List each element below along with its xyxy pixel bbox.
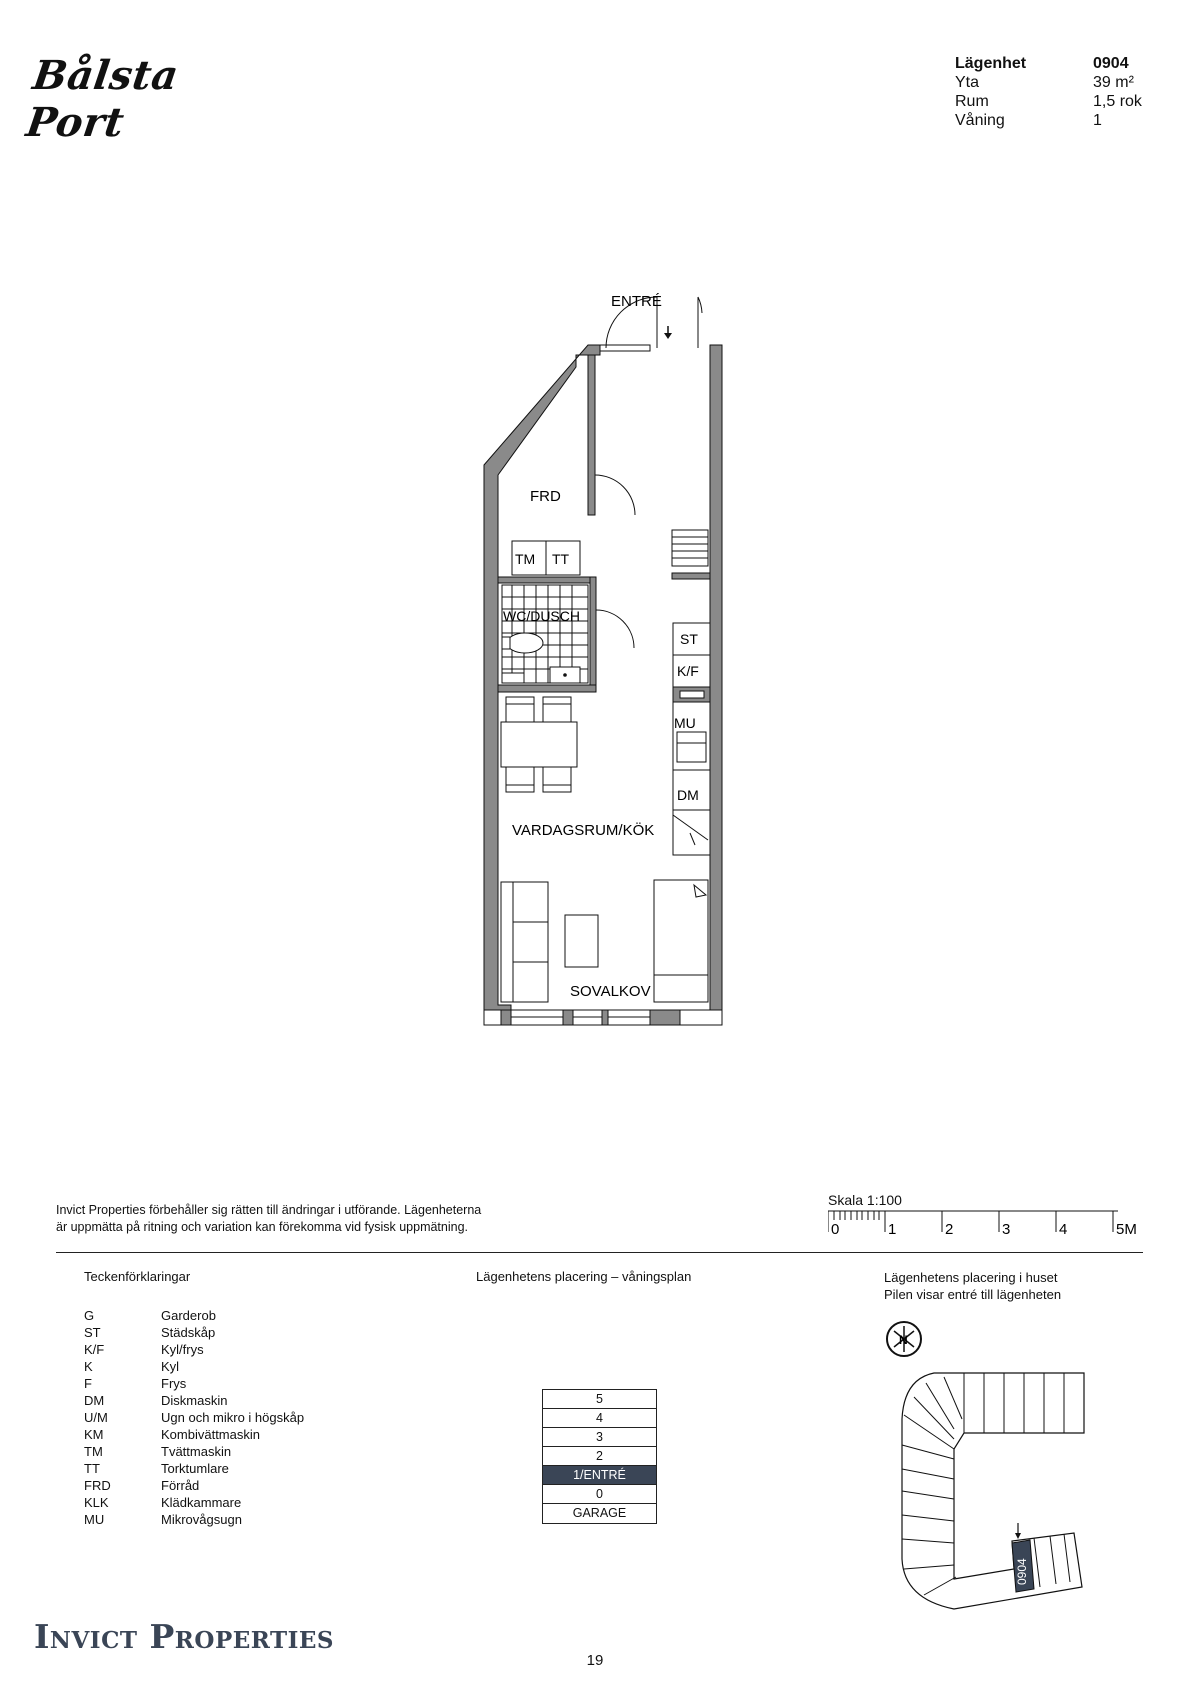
legend-text: Diskmaskin [161,1393,228,1408]
legend-code: K/F [84,1342,105,1357]
legend-code: U/M [84,1410,108,1425]
disclaimer-line: Invict Properties förbehåller sig rätten till ändringar i utförande. Lägenheterna [56,1203,482,1217]
floor-table [542,1389,657,1524]
legend-text: Garderob [161,1308,216,1323]
info-value: 1,5 rok [1093,93,1142,110]
logo [23,52,260,146]
compass-letter: N [899,1333,908,1347]
scale-tick-label: 2 [945,1221,954,1238]
scale-title: Skala 1:100 [828,1192,902,1208]
coffee-table [565,915,598,967]
label-dryer: TT [552,551,570,567]
compass-icon [887,1322,921,1356]
info-label: Våning [955,112,1005,129]
label-bathroom: WC/DUSCH [503,608,580,624]
disclaimer-line: är uppmätta på ritning och variation kan förekomma vid fysisk uppmätning. [56,1220,469,1234]
disclaimer [56,1202,596,1236]
legend-item [84,1494,384,1511]
legend-item [84,1511,384,1528]
label-washer: TM [515,551,536,567]
scale-ruler [828,1192,1143,1242]
legend-text: Kyl/frys [161,1342,204,1357]
floor-row: 0 [543,1485,656,1504]
entrance-arrow-icon [664,333,672,339]
house-map [884,1319,1164,1619]
legend-item [84,1460,384,1477]
legend [84,1269,384,1528]
floor-plan-drawing [440,285,740,1030]
info-label: Lägenhet [955,55,1027,72]
label-fridge-freezer: K/F [677,663,699,679]
legend-text: Kombivättmaskin [161,1427,260,1442]
legend-item [84,1443,384,1460]
legend-code: ST [84,1325,101,1340]
scale-tick-label: 1 [888,1221,897,1238]
legend-item [84,1426,384,1443]
legend-code: KM [84,1427,104,1442]
legend-item [84,1375,384,1392]
info-row-rooms [955,92,1165,111]
info-row-apartment [955,54,1165,73]
legend-item [84,1307,384,1324]
info-value: 1 [1093,112,1102,129]
legend-text: Kyl [161,1359,180,1374]
label-dishwasher: DM [677,787,699,803]
legend-text: Frys [161,1376,187,1391]
floor-row-active: 1/ENTRÉ [543,1466,656,1485]
legend-code: TT [84,1461,100,1476]
label-storage: FRD [530,488,561,505]
legend-code: F [84,1376,92,1391]
apartment-info [955,54,1165,130]
legend-item [84,1341,384,1358]
label-entrance: ENTRÉ [611,293,662,310]
dining-table [501,697,577,792]
kitchen-units [673,623,710,855]
legend-text: Ugn och mikro i högskåp [161,1410,305,1425]
info-row-floor [955,111,1165,130]
legend-code: G [84,1308,95,1323]
floor-row: 2 [543,1447,656,1466]
legend-code: MU [84,1512,105,1527]
label-microwave: MU [674,715,696,731]
unit-label: 0904 [1015,1558,1029,1585]
legend-text: Mikrovågsugn [161,1512,242,1527]
scale-tick-label: 0 [831,1221,840,1238]
legend-title: Teckenförklaringar [84,1269,191,1284]
legend-code: TM [84,1444,103,1459]
toilet-icon [507,633,543,653]
legend-item [84,1392,384,1409]
house-subtitle: Pilen visar entré till lägenheten [884,1287,1062,1302]
shelf [672,530,708,566]
legend-item [84,1358,384,1375]
legend-item [84,1409,384,1426]
label-living-kitchen: VARDAGSRUM/KÖK [512,822,655,839]
info-value: 0904 [1093,55,1129,72]
legend-code: FRD [84,1478,111,1493]
info-row-area [955,73,1165,92]
scale-tick-label: 4 [1059,1221,1068,1238]
scale-tick-label: 3 [1002,1221,1011,1238]
info-value: 39 m² [1093,74,1134,91]
legend-item [84,1324,384,1341]
legend-item [84,1477,384,1494]
legend-text: Tvättmaskin [161,1444,232,1459]
scale-bar [828,1192,1143,1242]
info-label: Rum [955,93,989,110]
building-outline [902,1373,1084,1609]
legend-text: Förråd [161,1478,200,1493]
info-label: Yta [955,74,980,91]
brand: Invict Properties [34,1617,334,1656]
legend-text: Städskåp [161,1325,216,1340]
floor-row: 4 [543,1409,656,1428]
divider [56,1252,1143,1253]
floor-row: 5 [543,1390,656,1409]
legend-text: Klädkammare [161,1495,242,1510]
floor-row: GARAGE [572,1506,627,1520]
floor-placement [476,1269,736,1524]
sofa [501,882,548,1002]
floors-title: Lägenhetens placering – våningsplan [476,1269,692,1284]
house-title: Lägenhetens placering i huset [884,1270,1058,1285]
legend-code: DM [84,1393,105,1408]
page-number: 19 [586,1652,604,1669]
label-cleaning-closet: ST [680,631,698,647]
label-sleeping-alcove: SOVALKOV [570,983,651,1000]
legend-code: K [84,1359,93,1374]
floor-row: 3 [543,1428,656,1447]
floor-plan [440,285,740,1030]
logo-text: Bålsta Port [23,52,182,146]
house-placement [884,1269,1164,1585]
scale-tick-label: 5M [1116,1221,1137,1238]
legend-text: Torktumlare [161,1461,229,1476]
bed [654,880,708,1002]
legend-code: KLK [84,1495,109,1510]
